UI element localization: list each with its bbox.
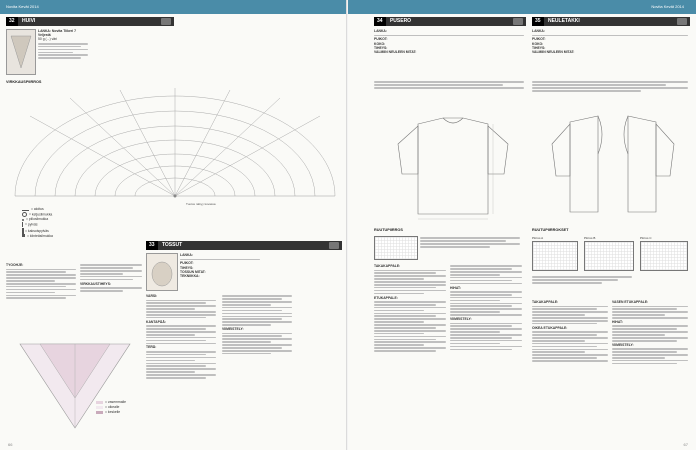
intro-line: LANKA: [374, 29, 387, 33]
pattern-35-technique [532, 80, 688, 102]
pattern-number: 35 [532, 17, 544, 26]
knitting-chart-b [584, 241, 634, 271]
slip-stitch-icon [22, 219, 24, 221]
shawl-photo-thumbnail [6, 29, 36, 75]
chart-legend [22, 207, 92, 239]
pattern-35-intro [532, 29, 688, 79]
running-head [0, 0, 348, 14]
pattern-32-instructions-col2 [80, 263, 142, 323]
intro-line: KOKO: [374, 41, 386, 46]
pattern-32-title-bar [6, 17, 174, 26]
knitting-chart-c [640, 241, 688, 271]
pattern-33-intro [180, 253, 260, 289]
section-heading: HIHAT: [450, 285, 461, 290]
legend-item: = kaksoispylväs [22, 228, 92, 234]
pattern-number: 32 [6, 17, 18, 26]
knitting-chart-grid [374, 236, 418, 260]
intro-line: TOSSUN MITAT: [180, 269, 206, 274]
photo-caption: Tuotos näkyy kuvassa [186, 202, 216, 206]
running-head-text: Novita Kevät 2014 [6, 4, 39, 9]
pattern-title: NEULETAKKI [547, 18, 580, 24]
intro-line: PUIKOT: [532, 37, 546, 42]
running-head-text: Novita Kevät 2014 [651, 4, 684, 9]
intro-line: LANKA: [180, 253, 193, 257]
intro-line: TIHEYS: [374, 45, 388, 50]
double-crochet-icon [22, 222, 23, 227]
right-page [348, 0, 696, 450]
pattern-34-title-bar [374, 17, 526, 26]
start-symbol-icon [22, 207, 29, 211]
knitting-chart-a [532, 241, 578, 271]
section-heading: HIHAT: [612, 319, 623, 324]
pattern-33-title-bar [146, 241, 342, 250]
intro-line: TIHEYS: [532, 45, 546, 50]
intro-line: KOKO: [532, 41, 544, 46]
pattern-title: TOSSUT [161, 242, 183, 248]
legend-item: = piilosilmukka [22, 217, 92, 222]
intro-line: LANKA: [532, 29, 545, 33]
running-head [348, 0, 696, 14]
single-crochet-icon [22, 234, 25, 237]
pattern-33-instructions-col1 [146, 294, 216, 444]
pattern-35-instructions-col2 [612, 300, 688, 440]
legend-item: = pylväs [22, 222, 92, 227]
intro-line: TEKNIIKKA: [180, 274, 200, 278]
section-heading: VIIMEISTELY: [450, 317, 472, 322]
pattern-35-instructions-col1 [532, 300, 608, 440]
legend-item: = keskelle [96, 410, 142, 415]
chart-legend [420, 236, 520, 262]
chart-label-c: Piirros C [640, 236, 652, 240]
chart-label: RUUTUPIIRROS [374, 228, 403, 232]
cardigan-schematic [548, 104, 678, 224]
intro-line: LANKA: Novita Tiikeri 7 Veljestä [38, 29, 76, 38]
intro-line: 50 g (...) väri [38, 37, 58, 42]
pattern-34-instructions-col1 [374, 264, 446, 439]
chart-group [532, 236, 688, 272]
section-heading: VIIMEISTELY: [222, 327, 244, 332]
slippers-photo-thumbnail [146, 253, 178, 291]
section-heading: KANTAPÄÄ: [146, 319, 166, 324]
legend-item: = aloitus [22, 207, 92, 212]
slipper-diagram-legend [96, 400, 142, 415]
section-heading: TERÄ: [146, 345, 157, 350]
pattern-title: PUSERO [389, 18, 412, 24]
chart-label: RUUTUPIIRROKSET [532, 228, 569, 232]
section-heading: OIKEA ETUKAPPALE: [532, 325, 568, 330]
intro-line: PUIKOT: [180, 261, 194, 266]
pattern-34-instructions-col2 [450, 264, 522, 439]
pattern-34-intro [374, 29, 524, 79]
camera-icon [513, 18, 523, 25]
camera-icon [161, 18, 171, 25]
sweater-schematic [388, 104, 518, 224]
pattern-number: 34 [374, 17, 386, 26]
section-heading: VASEN ETUKAPPALE: [612, 300, 649, 304]
intro-line: TIHEYS: [180, 265, 194, 270]
pattern-number: 33 [146, 241, 158, 250]
pattern-35-title-bar [532, 17, 690, 26]
intro-line: VALMIIN NEULEEN MITAT: [532, 50, 575, 54]
section-heading: ETUKAPPALE: [374, 295, 398, 300]
camera-icon [329, 242, 339, 249]
legend-item: = kiinteäsilmukka [22, 234, 92, 239]
section-heading: VARSI: [146, 294, 158, 298]
legend-item: = vasemmalle [96, 400, 142, 405]
intro-line: VALMIIN NEULEEN MITAT: [374, 50, 417, 54]
page-number: 66 [8, 442, 13, 447]
treble-crochet-icon [22, 228, 23, 234]
legend-item: = ketjusilmukka [22, 212, 92, 217]
legend-item: = oikealle [96, 405, 142, 410]
pattern-32-intro [38, 29, 88, 75]
chart-label-a: Piirros A [532, 236, 544, 240]
chart-label-b: Piirros B [584, 236, 596, 240]
pattern-33-instructions-col2 [222, 294, 292, 444]
chart-label: VIRKKAUSPIIRROS [6, 80, 42, 84]
crochet-lace-chart [10, 86, 340, 206]
pattern-title: HUIVI [21, 18, 36, 24]
chart-legend [532, 275, 632, 297]
section-heading: VIRKKAUSTIHEYS: [80, 281, 112, 286]
pattern-34-technique [374, 80, 524, 98]
slipper-diagram [10, 336, 140, 436]
camera-icon [677, 18, 687, 25]
intro-line: PUIKOT: [374, 37, 388, 42]
chain-stitch-icon [22, 212, 27, 217]
section-heading: TYÖOHJE: [6, 263, 24, 267]
pattern-32-instructions [6, 263, 76, 323]
section-heading: TAKAKAPPALE: [374, 264, 401, 268]
page-number: 67 [683, 442, 688, 447]
section-heading: TAKAKAPPALE: [532, 300, 559, 304]
section-heading: VIIMEISTELY: [612, 342, 634, 347]
